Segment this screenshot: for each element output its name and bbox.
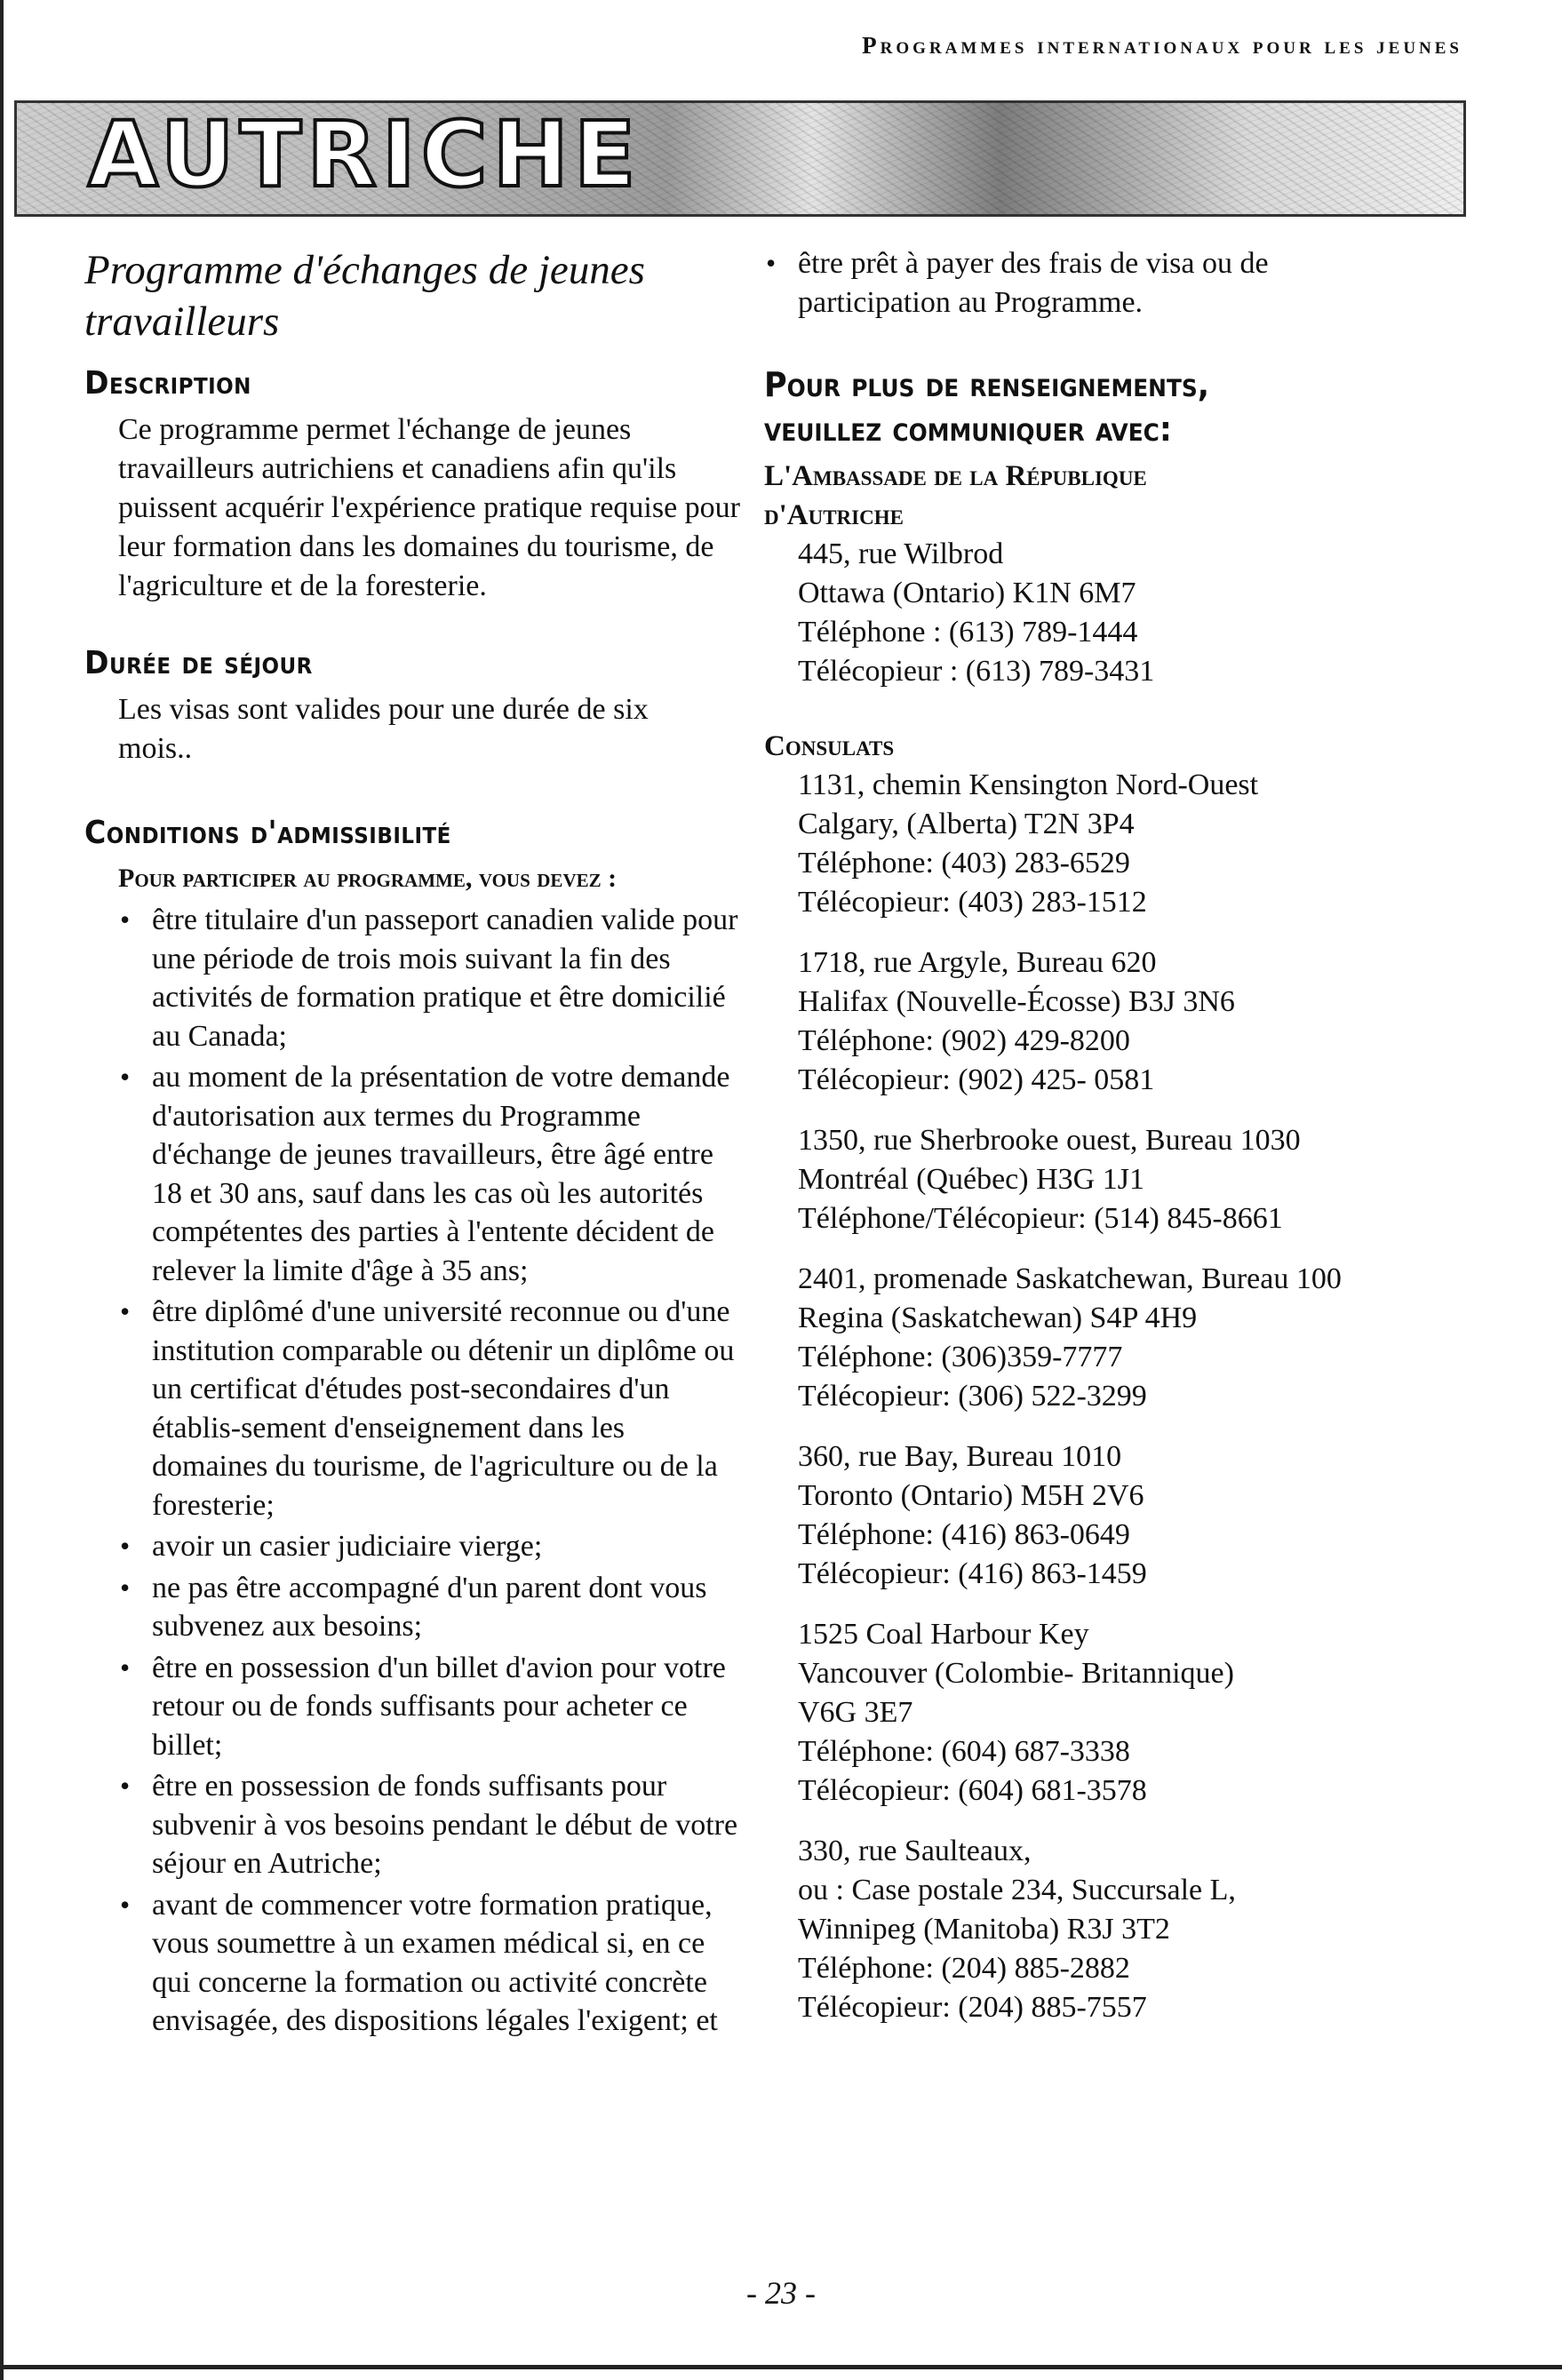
address-line: 445, rue Wilbrod [798, 537, 1004, 570]
country-banner [14, 100, 1466, 217]
eligibility-item: • au moment de la présentation de votre demande d'autorisation aux termes du Programme d'échange de jeunes travailleurs, être âgé entre 18 et 30 ans, sauf dans les cas où les autorités compétentes des parties à l'entente décident de relever la limite d'âge à 35 ans; [118, 1058, 746, 1290]
consulate-regina [764, 1260, 1457, 1416]
eligibility-item: • être titulaire d'un passeport canadien valide pour une période de trois mois suivant la fin des activités de formation pratique et être domicilié au Canada; [118, 901, 746, 1055]
eligibility-list-continued [764, 244, 1457, 322]
address-line: V6G 3E7 [798, 1696, 913, 1729]
address-line: 360, rue Bay, Bureau 1010 [798, 1440, 1122, 1473]
address-line: Calgary, (Alberta) T2N 3P4 [798, 808, 1135, 840]
page-border-bottom [0, 2365, 1562, 2369]
address-line: Téléphone: (416) 863-0649 [798, 1518, 1130, 1551]
consulate-halifax [764, 943, 1457, 1100]
address-line: 1718, rue Argyle, Bureau 620 [798, 946, 1157, 979]
consulate-winnipeg [764, 1832, 1457, 2027]
eligibility-heading: Conditions d'admissibilité [84, 815, 451, 851]
consulate-montreal [764, 1121, 1457, 1238]
contact-heading-line2: veuillez communiquer avec: [764, 410, 1172, 449]
running-header: Programmes internationaux pour les jeunes [862, 32, 1462, 59]
banner-title: AUTRICHE [88, 102, 642, 208]
address-line: Téléphone : (613) 789-1444 [798, 616, 1138, 649]
consulate-vancouver [764, 1615, 1457, 1811]
page-number: - 23 - [746, 2275, 816, 2311]
address-line: Téléphone: (604) 687-3338 [798, 1735, 1130, 1768]
address-line: Télécopieur: (204) 885-7557 [798, 1991, 1147, 2024]
address-line: Télécopieur: (306) 522-3299 [798, 1380, 1147, 1413]
embassy-name-line1: L'Ambassade de la République [764, 460, 1147, 492]
description-heading: Description [84, 365, 251, 402]
eligibility-item: • être diplômé d'une université reconnue ou d'une institution comparable ou détenir un diplôme ou un certificat d'études post-secondaires d'un établis-sement d'enseignement dans les domaines du tourisme, de l'agriculture ou de la foresterie; [118, 1293, 746, 1524]
address-line: Winnipeg (Manitoba) R3J 3T2 [798, 1913, 1170, 1946]
address-line: Télécopieur: (403) 283-1512 [798, 886, 1147, 919]
address-line: 2401, promenade Saskatchewan, Bureau 100 [798, 1262, 1342, 1295]
description-text: Ce programme permet l'échange de jeunes travailleurs autrichiens et canadiens afin qu'ils puissent acquérir l'expérience pratique requise pour leur formation dans les domaines du tourisme, de l'agriculture et de la foresterie. [118, 413, 741, 602]
consulate-toronto [764, 1437, 1457, 1594]
page-border-left [0, 0, 4, 2380]
address-line: ou : Case postale 234, Succursale L, [798, 1874, 1236, 1906]
address-line: Toronto (Ontario) M5H 2V6 [798, 1479, 1144, 1512]
address-line: Télécopieur : (613) 789-3431 [798, 655, 1155, 688]
address-line: Regina (Saskatchewan) S4P 4H9 [798, 1301, 1198, 1334]
eligibility-item: • être en possession de fonds suffisants pour subvenir à vos besoins pendant le début de votre séjour en Autriche; [118, 1767, 746, 1883]
eligibility-intro: Pour participer au programme, vous devez : [118, 864, 618, 893]
left-column [84, 244, 746, 2043]
consulates-heading: Consulats [764, 730, 895, 762]
duration-heading: Durée de séjour [84, 645, 313, 681]
embassy-address [764, 535, 1457, 691]
address-line: Téléphone: (204) 885-2882 [798, 1952, 1130, 1985]
address-line: Télécopieur: (604) 681-3578 [798, 1774, 1147, 1807]
address-line: Ottawa (Ontario) K1N 6M7 [798, 577, 1136, 609]
address-line: Télécopieur: (902) 425- 0581 [798, 1063, 1155, 1096]
address-line: Téléphone: (306)359-7777 [798, 1341, 1123, 1373]
address-line: 1525 Coal Harbour Key [798, 1618, 1089, 1651]
eligibility-item: • avoir un casier judiciaire vierge; [118, 1527, 746, 1566]
address-line: 1350, rue Sherbrooke ouest, Bureau 1030 [798, 1124, 1301, 1157]
address-line: Halifax (Nouvelle-Écosse) B3J 3N6 [798, 985, 1235, 1018]
address-line: Téléphone: (902) 429-8200 [798, 1024, 1130, 1057]
address-line: 330, rue Saulteaux, [798, 1835, 1032, 1867]
consulate-calgary [764, 766, 1457, 922]
address-line: Téléphone: (403) 283-6529 [798, 847, 1130, 880]
address-line: Télécopieur: (416) 863-1459 [798, 1557, 1147, 1590]
embassy-name-line2: d'Autriche [764, 499, 904, 531]
eligibility-item: • avant de commencer votre formation pratique, vous soumettre à un examen médical si, en ce qui concerne la formation ou activité concrète envisagée, des dispositions légales l'exigent; et [118, 1886, 746, 2041]
address-line: Téléphone/Télécopieur: (514) 845-8661 [798, 1202, 1283, 1235]
address-line: Vancouver (Colombie- Britannique) [798, 1657, 1234, 1690]
eligibility-list [84, 901, 746, 2041]
right-column [764, 244, 1457, 2027]
contact-heading-line1: Pour plus de renseignements, [764, 365, 1210, 404]
address-line: 1131, chemin Kensington Nord-Ouest [798, 768, 1259, 801]
eligibility-item: • ne pas être accompagné d'un parent dont vous subvenez aux besoins; [118, 1569, 746, 1646]
duration-text: Les visas sont valides pour une durée de six mois.. [118, 693, 649, 765]
program-title: Programme d'échanges de jeunes travailleurs [84, 247, 645, 345]
eligibility-item: • être prêt à payer des frais de visa ou de participation au Programme. [764, 244, 1315, 322]
address-line: Montréal (Québec) H3G 1J1 [798, 1163, 1144, 1196]
eligibility-item: • être en possession d'un billet d'avion pour votre retour ou de fonds suffisants pour acheter ce billet; [118, 1649, 746, 1765]
